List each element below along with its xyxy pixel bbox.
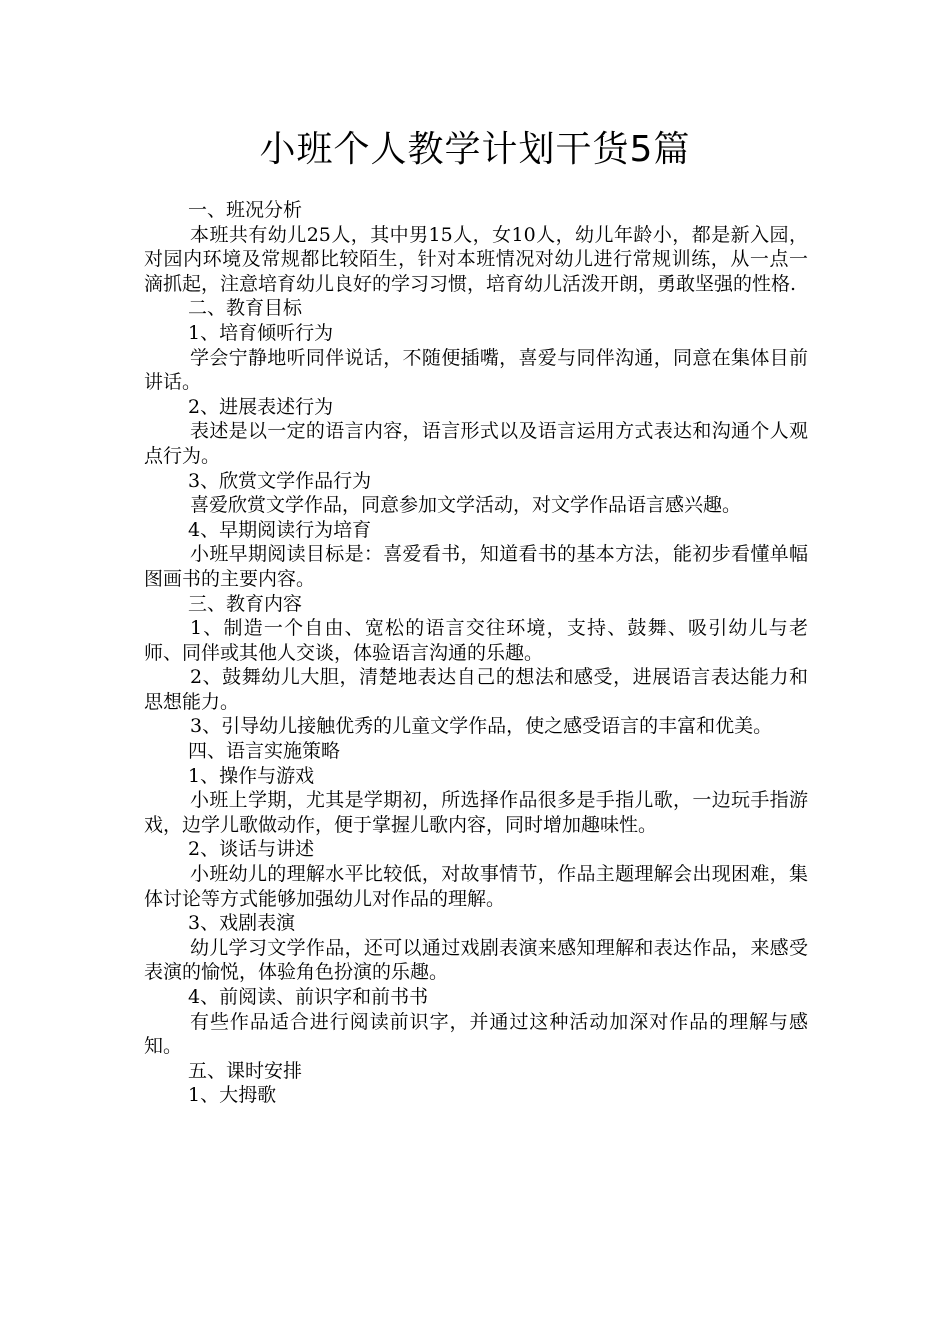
- section-heading: 四、语言实施策略: [188, 740, 341, 763]
- document-title: 小班个人教学计划干货5篇: [259, 129, 691, 170]
- section-heading: 三、教育内容: [188, 592, 303, 615]
- paragraph: 1、制造一个自由、宽松的语言交往环境，支持、鼓舞、吸引幼儿与老师、同伴或其他人交谈，体验语言沟通的乐趣。: [144, 617, 808, 664]
- subsection-heading: 1、培育倾听行为: [188, 321, 334, 344]
- section-heading: 一、班况分析: [188, 199, 303, 221]
- paragraph: 有些作品适合进行阅读前识字，并通过这种活动加深对作品的理解与感知。: [144, 1010, 808, 1058]
- subsection-heading: 2、进展表述行为: [188, 395, 334, 418]
- paragraph: 喜爱欣赏文学作品，同意参加文学活动，对文学作品语言感兴趣。: [190, 494, 742, 517]
- paragraph: 小班早期阅读目标是：喜爱看书，知道看书的基本方法，能初步看懂单幅图画书的主要内容。: [144, 543, 808, 590]
- section-heading: 五、课时安排: [188, 1059, 303, 1082]
- subsection-heading: 4、前阅读、前识字和前书书: [188, 986, 429, 1008]
- subsection-heading: 1、操作与游戏: [188, 764, 315, 787]
- subsection-heading: 4、早期阅读行为培育: [188, 518, 372, 541]
- subsection-heading: 3、戏剧表演: [188, 912, 296, 935]
- paragraph: 3、引导幼儿接触优秀的儿童文学作品，使之感受语言的丰富和优美。: [190, 715, 773, 738]
- paragraph: 本班共有幼儿25人，其中男15人，女10人，幼儿年龄小，都是新入园，对园内环境及常规都比较陌生，针对本班情况对幼儿进行常规训练，从一点一滴抓起，注意培育幼儿良好的学习习惯，培育幼儿活泼开朗，勇敢坚强的性格.: [144, 223, 808, 295]
- paragraph: 幼儿学习文学作品，还可以通过戏剧表演来感知理解和表达作品，来感受表演的愉悦，体验角色扮演的乐趣。: [144, 936, 808, 984]
- subsection-heading: 3、欣赏文学作品行为: [188, 469, 372, 492]
- subsection-heading: 2、谈话与讲述: [188, 838, 315, 861]
- paragraph: 学会宁静地听同伴说话，不随便插嘴，喜爱与同伴沟通，同意在集体目前讲话。: [144, 346, 808, 394]
- document-body: [144, 198, 808, 1108]
- section-heading: 二、教育目标: [188, 297, 303, 320]
- paragraph: 小班上学期，尤其是学期初，所选择作品很多是手指儿歌，一边玩手指游戏，边学儿歌做动作，便于掌握儿歌内容，同时增加趣味性。: [144, 789, 808, 836]
- subsection-heading: 1、大拇歌: [188, 1084, 277, 1107]
- paragraph: 表述是以一定的语言内容，语言形式以及语言运用方式表达和沟通个人观点行为。: [144, 420, 808, 467]
- paragraph: 小班幼儿的理解水平比较低，对故事情节，作品主题理解会出现困难，集体讨论等方式能够加强幼儿对作品的理解。: [144, 863, 808, 910]
- paragraph: 2、鼓舞幼儿大胆，清楚地表达自己的想法和感受，进展语言表达能力和思想能力。: [144, 666, 808, 713]
